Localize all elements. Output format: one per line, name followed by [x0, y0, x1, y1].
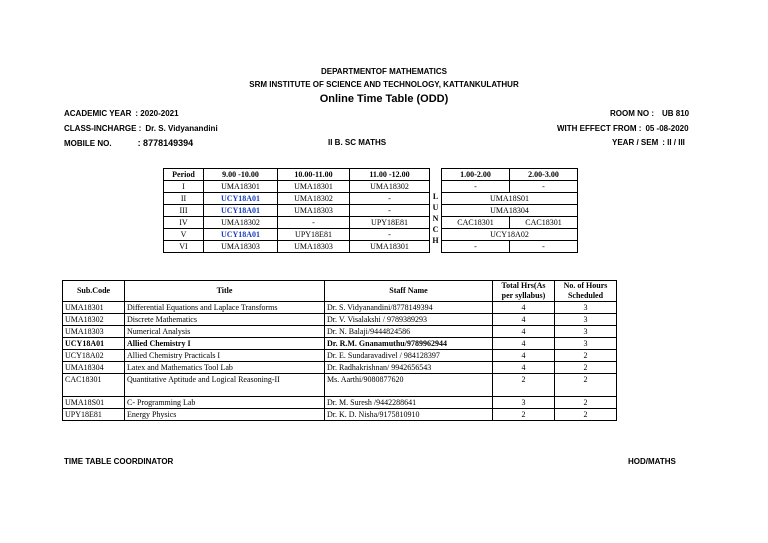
merged-slot-cell: UMA18304 — [442, 205, 578, 217]
slot-cell: - — [510, 181, 578, 193]
slot-header-2: 10.00-11.00 — [278, 169, 350, 181]
subject-title: Discrete Mathematics — [125, 314, 325, 326]
timetable-grid — [163, 168, 578, 253]
class-incharge-label: CLASS-INCHARGE : — [64, 124, 142, 133]
academic-year — [64, 109, 179, 118]
slot-cell: UMA18302 — [204, 217, 278, 229]
slot-header-3: 11.00 -12.00 — [350, 169, 430, 181]
merged-slot-cell: UMA18S01 — [442, 193, 578, 205]
slot-cell: UMA18301 — [204, 181, 278, 193]
period-cell: II — [164, 193, 204, 205]
timetable-row — [164, 217, 578, 229]
period-cell: VI — [164, 241, 204, 253]
timetable-row — [164, 205, 578, 217]
subject-title: Energy Physics — [125, 409, 325, 421]
subject-code: UMA18302 — [63, 314, 125, 326]
staff-name: Dr. R.M. Gnanamuthu/9789962944 — [325, 338, 493, 350]
staff-name: Dr. N. Balaji/9444824586 — [325, 326, 493, 338]
staff-name: Dr. V. Visalakshi / 9789389293 — [325, 314, 493, 326]
total-hours: 4 — [493, 350, 555, 362]
slot-cell: UMA18303 — [278, 241, 350, 253]
staff-name: Ms. Aarthi/9080877620 — [325, 374, 493, 397]
timetable-row — [164, 181, 578, 193]
academic-year-value: : 2020-2021 — [135, 109, 179, 118]
subject-code: CAC18301 — [63, 374, 125, 397]
period-header: Period — [164, 169, 204, 181]
total-hours: 4 — [493, 302, 555, 314]
lunch-letter: H — [432, 235, 439, 245]
year-sem-label: YEAR / SEM — [612, 138, 659, 147]
slot-cell: - — [442, 241, 510, 253]
slot-cell: UPY18E81 — [278, 229, 350, 241]
subject-code: UMA18304 — [63, 362, 125, 374]
timetable-row — [164, 241, 578, 253]
subject-header-row — [63, 281, 617, 302]
subject-code: UCY18A01 — [63, 338, 125, 350]
scheduled-hours-header: No. of Hours Scheduled — [555, 281, 617, 302]
slot-cell: UMA18301 — [350, 241, 430, 253]
staff-name: Dr. S. Vidyanandini/8778149394 — [325, 302, 493, 314]
effect-value: 05 -08-2020 — [645, 124, 689, 133]
total-hours: 4 — [493, 314, 555, 326]
total-hours: 2 — [493, 409, 555, 421]
period-cell: I — [164, 181, 204, 193]
period-cell: III — [164, 205, 204, 217]
timetable-row — [164, 193, 578, 205]
class-incharge — [64, 124, 218, 133]
subject-title: Quantitative Aptitude and Logical Reasoning-II — [125, 374, 325, 397]
staff-header: Staff Name — [325, 281, 493, 302]
subject-row — [63, 397, 617, 409]
staff-name: Dr. M. Suresh /9442288641 — [325, 397, 493, 409]
slot-cell: UCY18A01 — [204, 205, 278, 217]
scheduled-hours: 3 — [555, 302, 617, 314]
slot-cell: CAC18301 — [510, 217, 578, 229]
scheduled-hours: 3 — [555, 314, 617, 326]
year-sem — [612, 138, 685, 147]
subject-row — [63, 326, 617, 338]
subject-row — [63, 374, 617, 397]
slot-cell: UMA18301 — [278, 181, 350, 193]
subject-title: Numerical Analysis — [125, 326, 325, 338]
subject-title: C- Programming Lab — [125, 397, 325, 409]
lunch-letter: N — [432, 213, 439, 223]
period-cell: V — [164, 229, 204, 241]
title-header: Title — [125, 281, 325, 302]
department-heading: DEPARTMENTOF MATHEMATICS — [320, 67, 448, 76]
subject-title: Allied Chemistry Practicals I — [125, 350, 325, 362]
total-hours: 2 — [493, 374, 555, 397]
total-hours: 4 — [493, 338, 555, 350]
subject-title: Latex and Mathematics Tool Lab — [125, 362, 325, 374]
mobile-value: : 8778149394 — [137, 138, 194, 148]
subject-row — [63, 302, 617, 314]
slot-header-1: 9.00 -10.00 — [204, 169, 278, 181]
room-label: ROOM NO : — [610, 109, 654, 118]
slot-cell: - — [278, 217, 350, 229]
total-hours: 4 — [493, 362, 555, 374]
scheduled-hours: 3 — [555, 326, 617, 338]
scheduled-hours: 2 — [555, 374, 617, 397]
effect-label: WITH EFFECT FROM : — [557, 124, 642, 133]
staff-name: Dr. E. Sundaravadivel / 984128397 — [325, 350, 493, 362]
subject-row — [63, 362, 617, 374]
staff-name: Dr. Radhakrishnan/ 9942656543 — [325, 362, 493, 374]
slot-header-5: 2.00-3.00 — [510, 169, 578, 181]
slot-cell: UMA18303 — [204, 241, 278, 253]
slot-cell: CAC18301 — [442, 217, 510, 229]
effect-date — [557, 124, 689, 133]
lunch-letter: C — [432, 224, 439, 234]
slot-header-4: 1.00-2.00 — [442, 169, 510, 181]
scheduled-hours: 3 — [555, 338, 617, 350]
subject-code: UPY18E81 — [63, 409, 125, 421]
subject-row — [63, 409, 617, 421]
scheduled-hours: 2 — [555, 397, 617, 409]
scheduled-hours: 2 — [555, 362, 617, 374]
subject-code: UMA18S01 — [63, 397, 125, 409]
slot-cell: UCY18A01 — [204, 229, 278, 241]
subject-code: UMA18303 — [63, 326, 125, 338]
slot-cell: UMA18303 — [278, 205, 350, 217]
period-cell: IV — [164, 217, 204, 229]
mobile-label: MOBILE NO. — [64, 139, 112, 148]
institute-heading: SRM INSTITUTE OF SCIENCE AND TECHNOLOGY, KATTANKULATHUR — [249, 80, 519, 89]
document-title: Online Time Table (ODD) — [319, 93, 449, 105]
subject-title: Allied Chemistry I — [125, 338, 325, 350]
slot-cell: - — [350, 193, 430, 205]
scheduled-hours: 2 — [555, 409, 617, 421]
mobile-no — [64, 138, 193, 148]
class-name: II B. SC MATHS — [328, 138, 387, 147]
lunch-column — [430, 169, 442, 253]
subject-title: Differential Equations and Laplace Transforms — [125, 302, 325, 314]
coordinator-signature-label: TIME TABLE COORDINATOR — [64, 457, 174, 466]
academic-year-label: ACADEMIC YEAR — [64, 109, 132, 118]
timetable-row — [164, 229, 578, 241]
year-sem-value: : II / III — [662, 138, 685, 147]
slot-cell: UCY18A01 — [204, 193, 278, 205]
slot-cell: - — [510, 241, 578, 253]
merged-slot-cell: UCY18A02 — [442, 229, 578, 241]
subject-row — [63, 314, 617, 326]
subject-table — [62, 280, 617, 421]
slot-cell: UMA18302 — [278, 193, 350, 205]
room-value: UB 810 — [662, 109, 690, 118]
slot-cell: UPY18E81 — [350, 217, 430, 229]
subject-row — [63, 350, 617, 362]
subject-code: UCY18A02 — [63, 350, 125, 362]
hod-signature-label: HOD/MATHS — [628, 457, 676, 466]
total-hours-header: Total Hrs(As per syllabus) — [493, 281, 555, 302]
total-hours: 4 — [493, 326, 555, 338]
scheduled-hours: 2 — [555, 350, 617, 362]
lunch-letter: L — [432, 191, 439, 201]
class-incharge-value: Dr. S. Vidyanandini — [145, 124, 218, 133]
lunch-letter: U — [432, 202, 439, 212]
slot-cell: - — [350, 229, 430, 241]
room-no — [610, 109, 689, 118]
code-header: Sub.Code — [63, 281, 125, 302]
total-hours: 3 — [493, 397, 555, 409]
subject-row — [63, 338, 617, 350]
staff-name: Dr. K. D. Nisha/9175810910 — [325, 409, 493, 421]
slot-cell: - — [350, 205, 430, 217]
slot-cell: UMA18302 — [350, 181, 430, 193]
timetable-header-row — [164, 169, 578, 181]
subject-code: UMA18301 — [63, 302, 125, 314]
slot-cell: - — [442, 181, 510, 193]
